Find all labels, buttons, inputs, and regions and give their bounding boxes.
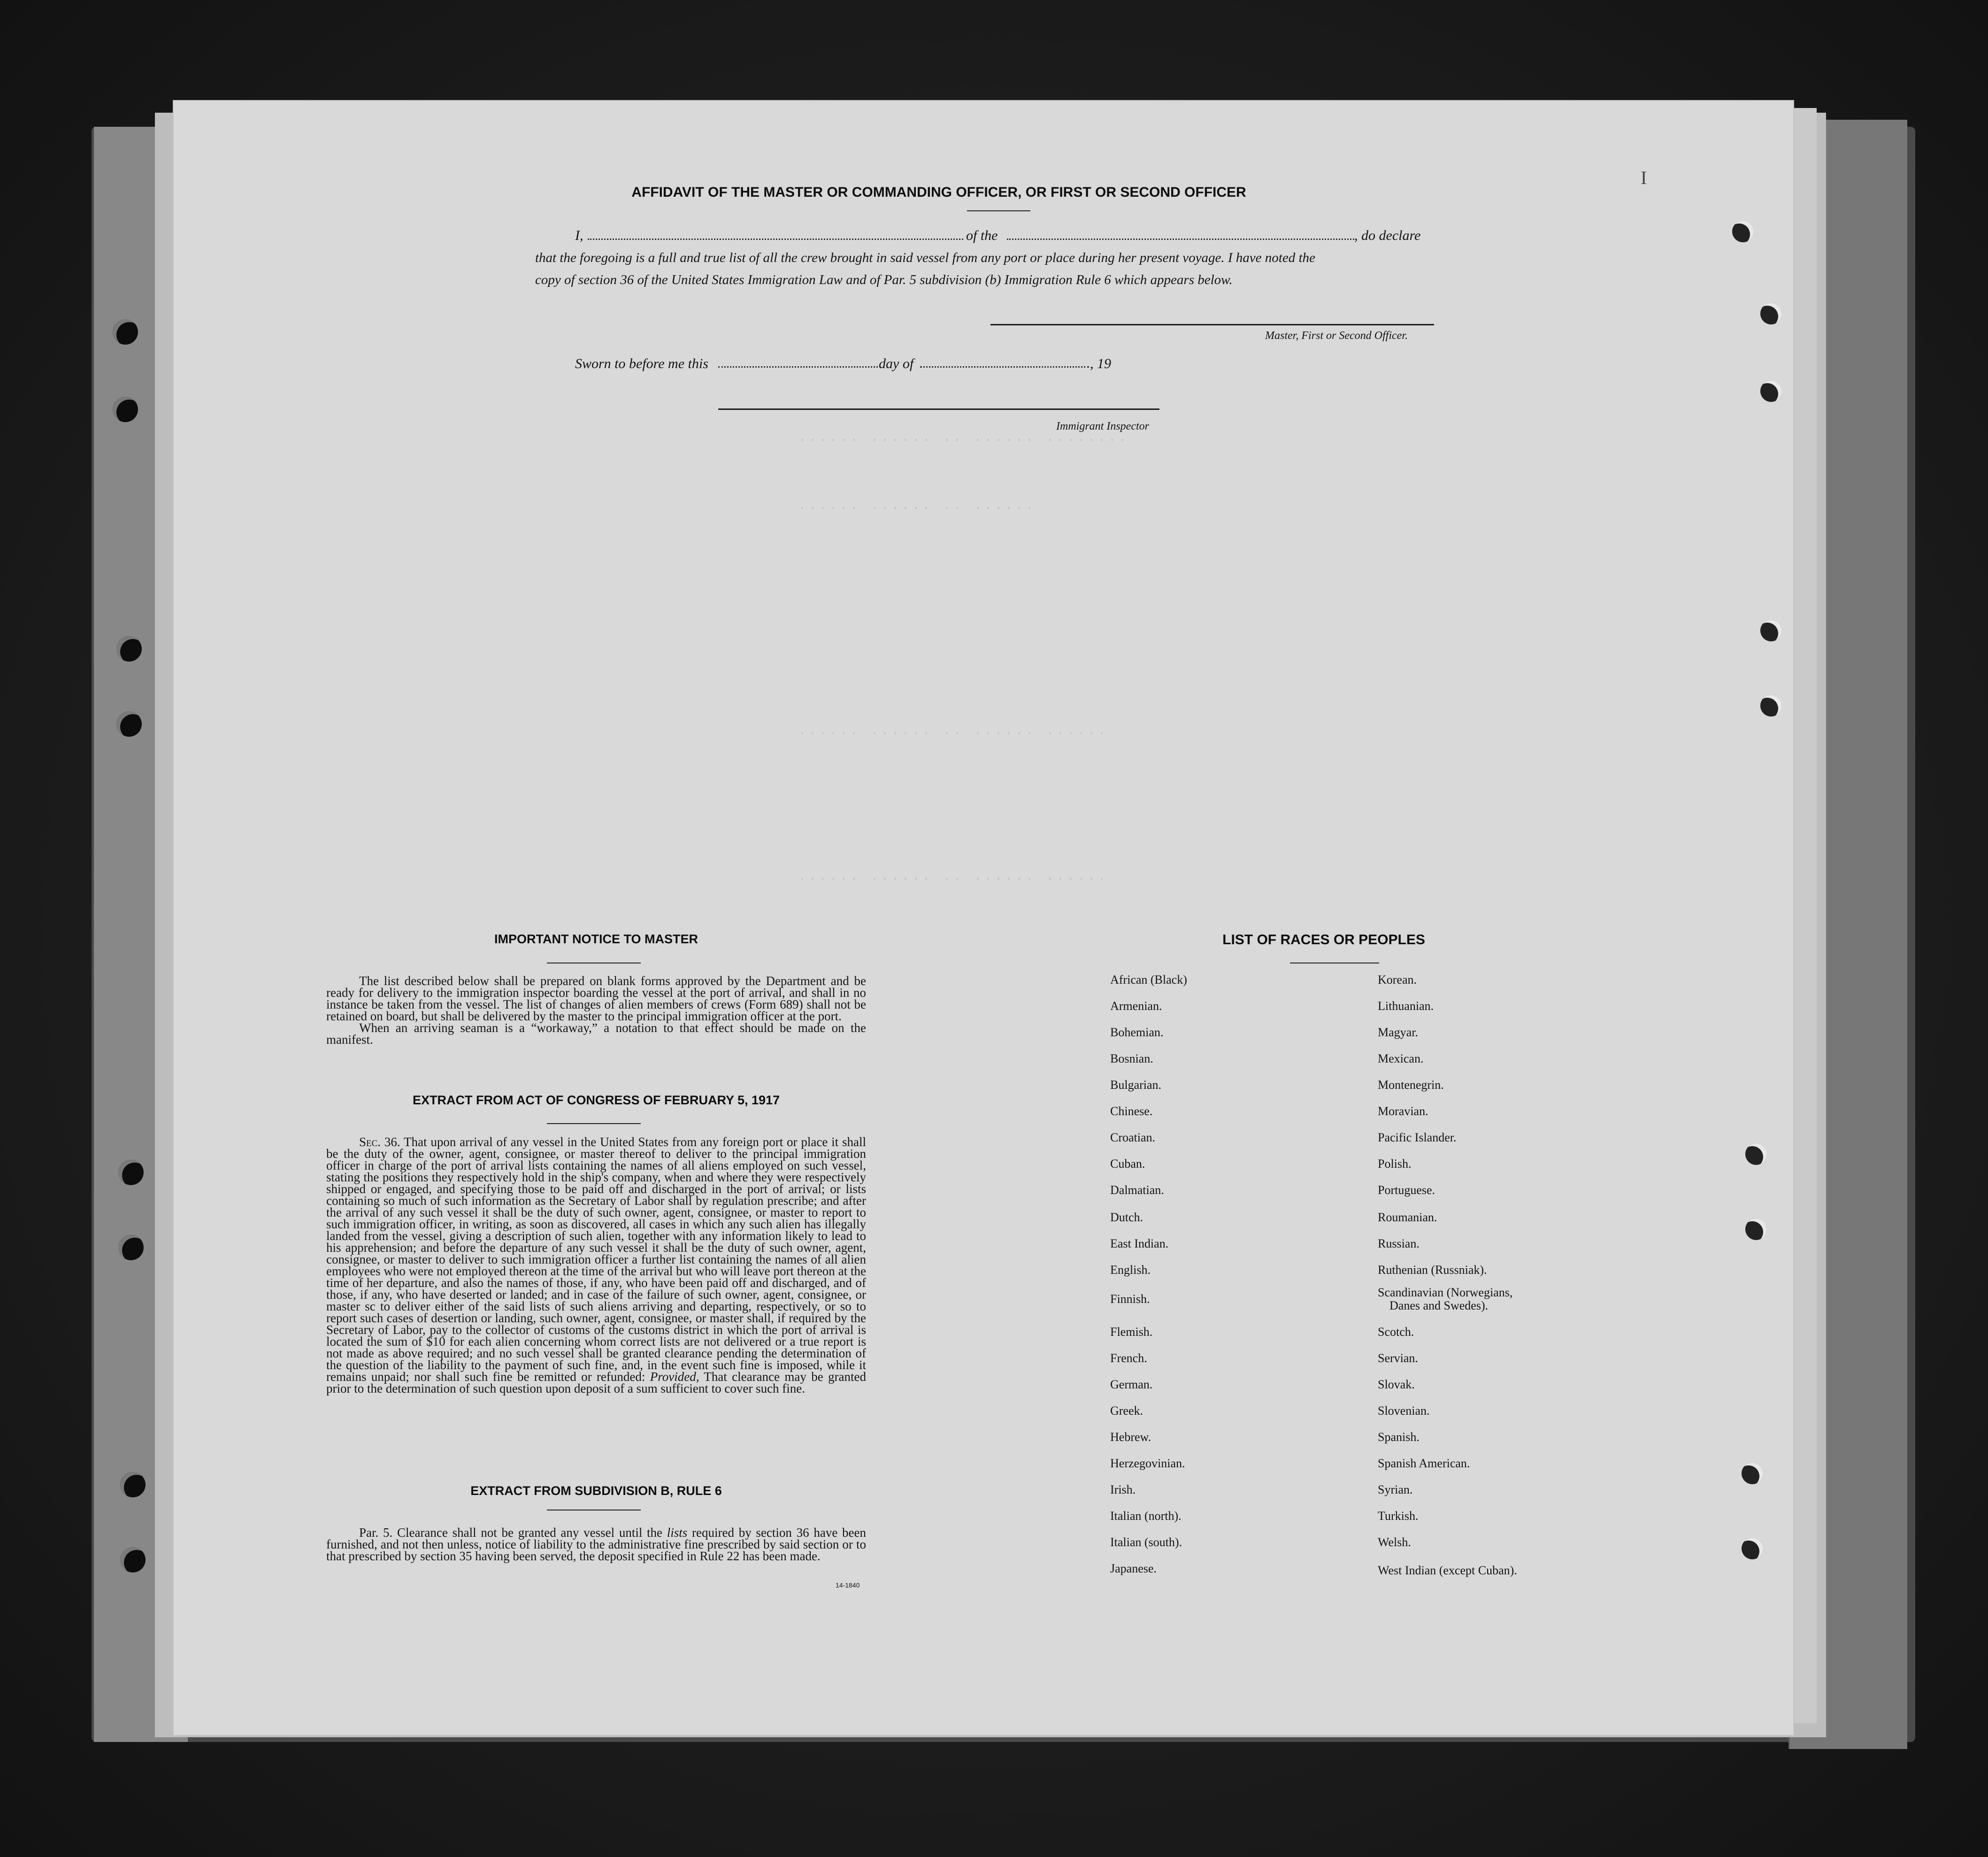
affidavit-of-the-label: of the [966,228,998,243]
race-item-left: African (Black) [1110,973,1187,986]
race-item-right: Syrian. [1378,1483,1413,1496]
notice-body [326,975,866,1046]
notice-paragraph-2: When an arriving seaman is a “workaway,” a notation to that effect should be made on the manifest. [326,1021,866,1047]
sworn-year-label: , 19 [1090,356,1111,371]
race-item-left: Italian (north). [1110,1509,1182,1523]
race-item-left: Greek. [1110,1404,1144,1418]
inspector-signature-line [718,408,1159,410]
race-item-left: Bohemian. [1110,1025,1164,1039]
race-item-right: Servian. [1378,1351,1418,1365]
signature-label: Master, First or Second Officer. [1265,330,1408,342]
binder-hole-icon [118,1235,144,1260]
race-item-right: Spanish American. [1378,1456,1470,1470]
race-item-right: Polish. [1378,1157,1412,1171]
race-item-left: German. [1110,1378,1153,1391]
race-item-left: Irish. [1110,1483,1136,1496]
bleed-through-text: ...... ...... .. ...... ........ [798,430,1129,446]
section-label: Sec. 36. [359,1135,400,1149]
race-item-left: Bulgarian. [1110,1078,1162,1092]
race-item-left: Japanese. [1110,1562,1157,1575]
binder-hole-icon [1745,1143,1767,1165]
name-blank [588,239,963,240]
vessel-blank [1007,239,1354,240]
sworn-month-blank [920,366,1089,368]
race-item-left: Dutch. [1110,1210,1144,1224]
affidavit-line-3: copy of section 36 of the United States Immigration Law and of Par. 5 subdivision (b) Immigration Rule 6 which appears below. [535,272,1233,287]
race-item-left: French. [1110,1351,1147,1365]
binder-hole-icon [1760,695,1782,717]
race-item-left: English. [1110,1263,1151,1277]
notice-paragraph-1: The list described below shall be prepared on blank forms approved by the Department and be ready for delivery to the immigration inspector boarding the vessel at the port of arrival, and shall in no instance be taken from the vessel. The list of changes of alien members of crews (Form 689) shall not be retained on board, but shall be delivered by the master to the principal immigration officer at the port. [326,974,866,1023]
races-title: LIST OF RACES OR PEOPLES [1222,932,1425,948]
bleed-through-text: ...... ...... .. ...... ...... [798,869,1108,885]
race-item-right: Magyar. [1378,1025,1418,1039]
race-item-left: Chinese. [1110,1104,1153,1118]
extract-act-body [326,1136,866,1395]
margin-mark: I [1641,167,1647,188]
race-item-right: Spanish. [1378,1430,1420,1444]
race-item-right: Moravian. [1378,1104,1428,1118]
extract-rule-title: EXTRACT FROM SUBDIVISION B, RULE 6 [470,1484,722,1498]
binder-hole-icon [1742,1463,1763,1484]
race-item-left: Italian (south). [1110,1535,1182,1549]
race-item-right: Korean. [1378,973,1417,986]
sworn-day-label: day of [879,356,914,371]
race-item-left: Finnish. [1110,1292,1150,1306]
binder-hole-icon [116,636,142,662]
signature-line [990,324,1434,325]
race-item-right: Lithuanian. [1378,999,1434,1013]
binder-hole-icon [116,711,142,737]
affidavit-declare-label: , do declare [1354,228,1421,243]
race-item-left: Croatian. [1110,1131,1156,1144]
binder-hole-icon [1760,380,1782,402]
race-item-right: Turkish. [1378,1509,1419,1523]
sworn-prefix: Sworn to before me this [575,356,708,371]
binder-hole-icon [1742,1538,1763,1559]
race-item-left: Armenian. [1110,999,1162,1013]
lists-word: lists [667,1526,688,1540]
extract-rule-body [326,1527,866,1562]
title-divider [967,210,1030,211]
race-item-left: Flemish. [1110,1325,1153,1339]
race-item-right: Mexican. [1378,1052,1424,1065]
binder-hole-icon [120,1547,146,1572]
race-item-right: Pacific Islander. [1378,1131,1457,1144]
binder-hole-icon [120,1472,146,1497]
race-item-right: Roumanian. [1378,1210,1437,1224]
provided-word: Provided, [650,1370,699,1384]
binder-hole-icon [1745,1218,1767,1240]
race-item-right: Russian. [1378,1237,1420,1250]
inspector-label: Immigrant Inspector [1056,420,1149,432]
bleed-through-text: ...... ...... .. ...... [798,498,1036,514]
race-item-right: Portuguese. [1378,1183,1435,1197]
sworn-day-blank [718,366,878,368]
rule-text-end: required by section 36 have been furnished, and not then unless, notice of liability to the administrative fine prescribed by said section or to that prescribed by section 35 having been served, the deposit specified in Rule 22 has been made. [326,1526,866,1563]
extract-act-divider [547,1123,641,1124]
binder-hole-icon [1760,303,1782,324]
race-item-left: Dalmatian. [1110,1183,1164,1197]
binder-hole-icon [1760,620,1782,641]
race-item-right: Slovak. [1378,1378,1415,1391]
race-item-left: East Indian. [1110,1237,1169,1250]
race-item-right: Slovenian. [1378,1404,1430,1418]
race-item-right: Scandinavian (Norwegians, [1378,1286,1513,1299]
section-text: That upon arrival of any vessel in the United States from any foreign port or place it shall be the duty of the owner, agent, consignee, or master thereof to deliver to the principal immigration officer in charge of the port of arrival lists containing the names of all aliens employed on such vessel, stating the positions they respectively hold in the ship's company, when and where they were respectively shipped or engaged, and specifying those to be paid off and discharged in the port of arrival; or lists containing so much of such information as the Secretary of Labor shall by regulation prescribe; and after the arrival of any such vessel it shall be the duty of such owner, agent, consignee, or master to report to such immigration officer, in writing, as soon as discovered, all cases in which any such alien has illegally landed from the vessel, giving a description of such alien, together with any information likely to lead to his apprehension; and before the departure of any such vessel it shall be the duty of such owner, agent, consignee, or master to deliver to such immigration officer a further list containing the names of all alien employees who were not employed thereon at the time of the arrival but who will leave port thereon at the time of her departure, and also the names of those, if any, who have been paid off and discharged, and of those, if any, who have deserted or landed; and in case of the failure of such owner, agent, consignee, or master sc to deliver either of the said lists of such aliens arriving and departing, respectively, or so to report such cases of desertion or landing, such owner, agent, consignee, or master shall, if required by the Secretary of Labor, pay to the collector of customs of the customs district in which the port of arrival is located the sum of $10 for each alien concerning whom correct lists are not delivered or a true report is not made as above required; and no such vessel shall be granted clearance pending the determination of the question of the liability to the payment of such fine, and, in the event such fine is imposed, while it remains unpaid; nor shall such fine be remitted or refunded: [326,1135,866,1384]
race-item-right-continuation: Danes and Swedes). [1389,1299,1489,1312]
affidavit-title: AFFIDAVIT OF THE MASTER OR COMMANDING OFFICER, OR FIRST OR SECOND OFFICER [631,185,1246,200]
rule-text-start: Par. 5. Clearance shall not be granted any vessel until the [359,1526,667,1540]
race-item-left: Hebrew. [1110,1430,1151,1444]
extract-act-title: EXTRACT FROM ACT OF CONGRESS OF FEBRUARY 5, 1917 [412,1093,780,1107]
race-item-left: Bosnian. [1110,1052,1153,1065]
race-item-left: Cuban. [1110,1157,1145,1171]
bleed-through-text: ...... ...... .. ...... ...... [798,723,1108,739]
section-text-end: That clearance may be granted prior to the determination of such question upon deposit of a sum sufficient to cover such fine. [326,1370,866,1395]
page-edge [1791,108,1817,1723]
race-item-right: Scotch. [1378,1325,1414,1339]
form-number: 14-1840 [836,1581,860,1589]
race-item-right: Montenegrin. [1378,1078,1444,1092]
notice-title: IMPORTANT NOTICE TO MASTER [494,932,698,946]
binder-hole-icon [1732,221,1754,242]
race-item-right: Ruthenian (Russniak). [1378,1263,1487,1277]
binder-hole-icon [113,319,138,345]
affidavit-line-2: that the foregoing is a full and true list of all the crew brought in said vessel from any port or place during her present voyage. I have noted the [535,250,1315,265]
affidavit-i-label: I, [575,228,583,243]
binder-hole-icon [118,1160,144,1185]
race-item-left: Herzegovinian. [1110,1456,1185,1470]
race-item-right: West Indian (except Cuban). [1378,1564,1517,1577]
race-item-right: Welsh. [1378,1535,1411,1549]
binder-hole-icon [113,397,138,422]
